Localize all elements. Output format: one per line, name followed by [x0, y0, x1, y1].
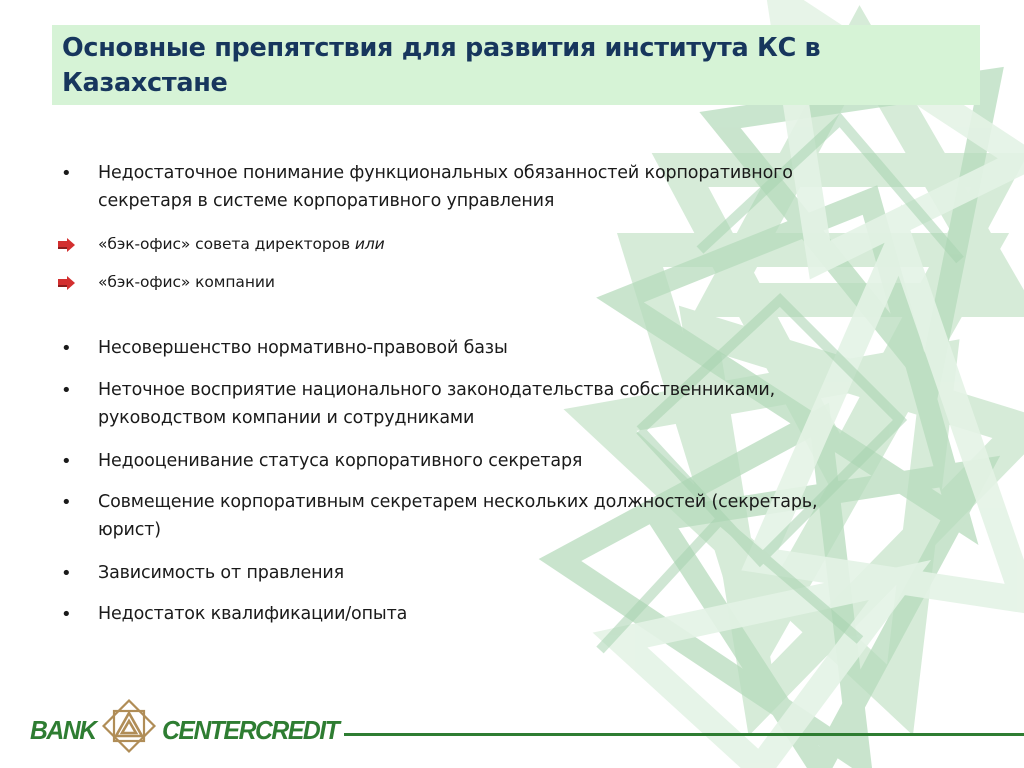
sub-bullet-emphasis: или	[354, 235, 385, 253]
sub-bullet-text	[98, 232, 385, 256]
bullet-marker: •	[61, 604, 72, 625]
bullet-marker: •	[61, 563, 72, 584]
sub-bullet-label: «бэк-офис» совета директоров	[98, 235, 355, 253]
arrow-icon	[58, 238, 76, 252]
bullet-marker: •	[61, 451, 72, 472]
bullet-line: юрист)	[98, 520, 161, 540]
bullet-line: руководством компании и сотрудниками	[98, 408, 475, 428]
title-band	[52, 25, 980, 105]
slide-title: Основные препятствия для развития института КС в Казахстане	[62, 33, 821, 98]
bullet-marker: •	[61, 338, 72, 359]
bullet-line: Недооценивание статуса корпоративного секретаря	[98, 451, 583, 471]
brand-name-right: CENTERCREDIT	[162, 715, 339, 745]
bullet-line: секретаря в системе корпоративного управления	[98, 191, 555, 211]
bullet-line: Неточное восприятие национального законодательства собственниками,	[98, 380, 776, 400]
bullet-line: Недостаточное понимание функциональных обязанностей корпоративного	[98, 163, 793, 183]
bullet-marker: •	[61, 380, 72, 401]
sub-bullet-text: «бэк-офис» компании	[98, 273, 275, 291]
brand-name-left: BANK	[30, 715, 96, 745]
bullet-line: Зависимость от правления	[98, 563, 344, 583]
bullet-line: Совмещение корпоративным секретарем нескольких должностей (секретарь,	[98, 492, 818, 512]
footer	[0, 690, 1024, 768]
bank-centercredit-logo-icon	[98, 695, 160, 757]
bullet-line: Несовершенство нормативно-правовой базы	[98, 338, 508, 358]
bullet-marker: •	[61, 492, 72, 513]
footer-divider	[344, 733, 1024, 736]
bullet-marker: •	[61, 163, 72, 184]
bullet-line: Недостаток квалификации/опыта	[98, 604, 408, 624]
arrow-icon	[58, 276, 76, 290]
